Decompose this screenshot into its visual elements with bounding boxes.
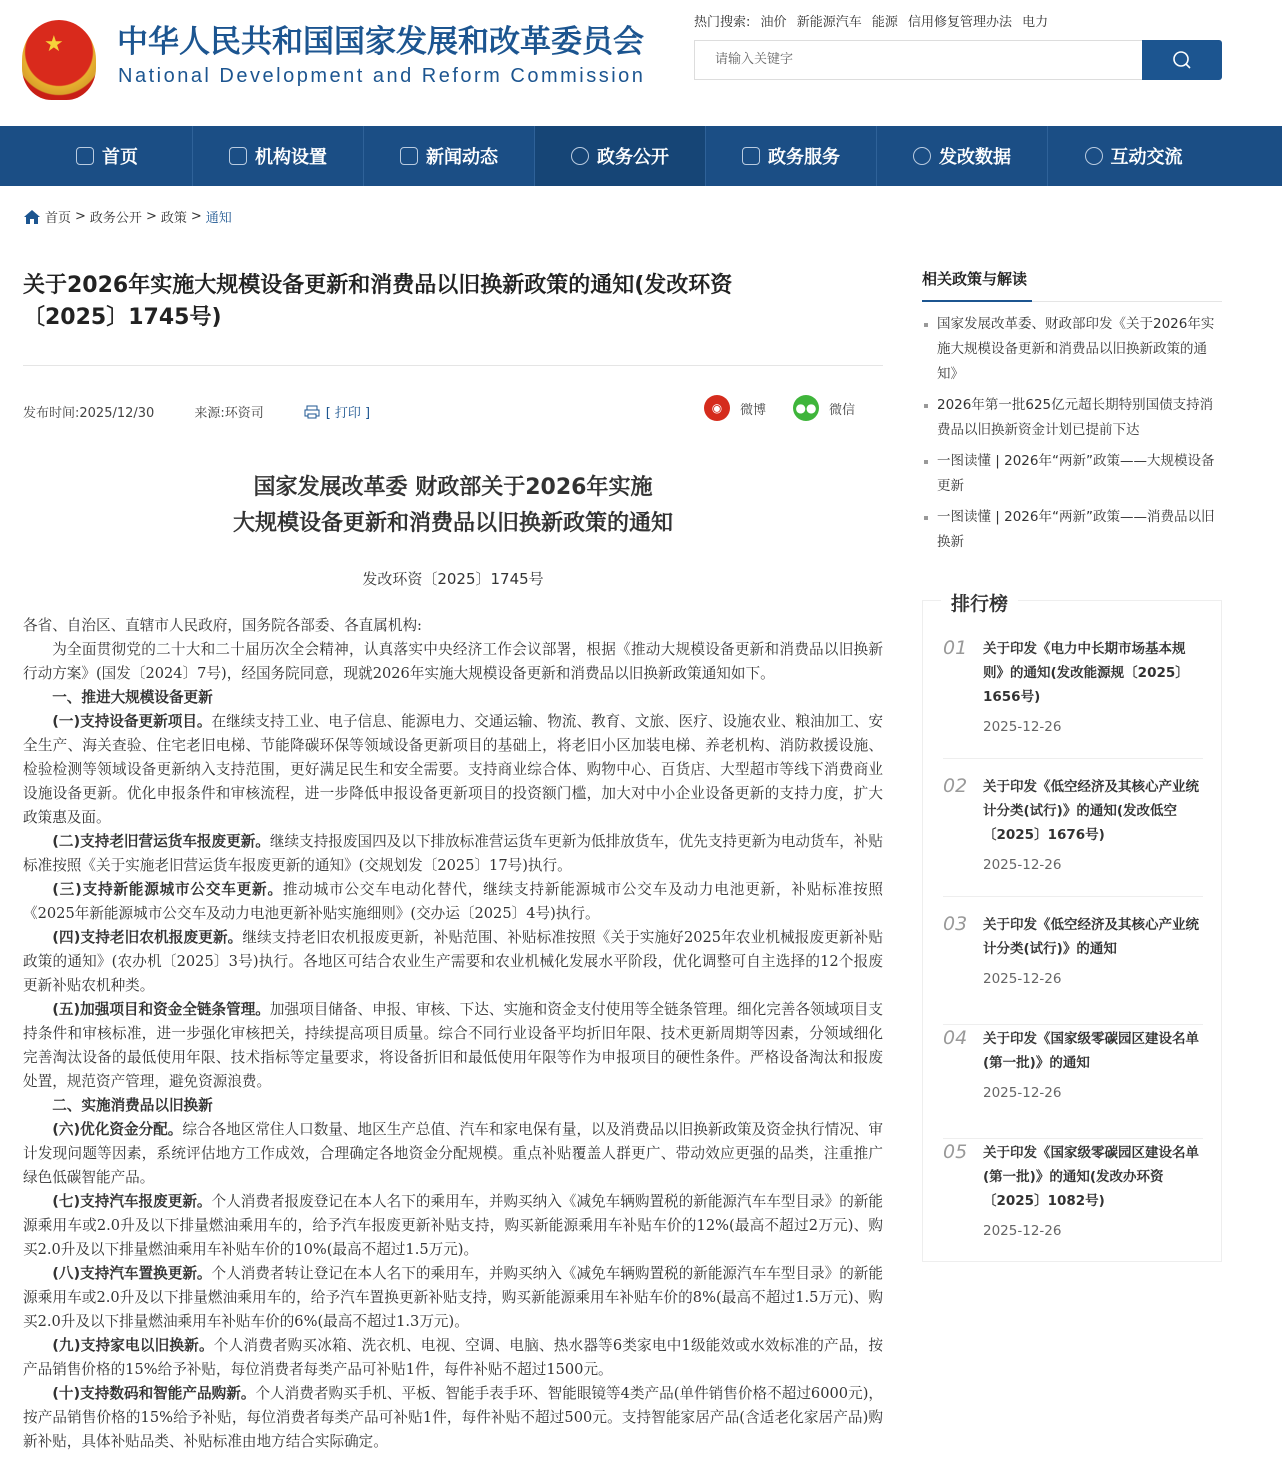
breadcrumb-home[interactable]: 首页 bbox=[45, 211, 72, 226]
paragraph-lead: (十)支持数码和智能产品购新。 bbox=[52, 1385, 256, 1402]
rank-number: 04 bbox=[943, 1027, 968, 1049]
related-link[interactable]: 2026年第一批625亿元超长期特别国债支持消费品以旧换新资金计划已提前下达 bbox=[922, 393, 1222, 443]
document-number: 发改环资〔2025〕1745号 bbox=[362, 570, 544, 588]
rank-title[interactable]: 关于印发《低空经济及其核心产业统计分类(试行)》的通知(发改低空〔2025〕1676号) bbox=[983, 779, 1199, 843]
rank-date: 2025-12-26 bbox=[983, 971, 1062, 987]
nav-label: 政务服务 bbox=[768, 147, 840, 168]
weibo-label: 微博 bbox=[740, 402, 767, 418]
paragraph-lead: (七)支持汽车报废更新。 bbox=[52, 1193, 212, 1210]
paragraph-lead: (八)支持汽车置换更新。 bbox=[52, 1265, 212, 1282]
separator: > bbox=[75, 209, 86, 224]
paragraph-text: 各省、自治区、直辖市人民政府，国务院各部委、各直属机构: bbox=[23, 617, 422, 634]
share-weibo[interactable] bbox=[704, 395, 766, 421]
paragraph-text: 继续支持报废国四及以下排放标准营运货车更新为低排放货车，优先支持更新为电动货车，补贴标准按照《关于实施老旧营运货车报废更新的通知》(交规划发〔2025〕17号)执行。 bbox=[23, 833, 883, 874]
section-heading bbox=[23, 1094, 883, 1118]
hot-term[interactable]: 信用修复管理办法 bbox=[908, 15, 1013, 30]
related-policies bbox=[922, 268, 1222, 561]
paragraph bbox=[23, 998, 883, 1094]
paragraph-text: 继续支持老旧农机报废更新，补贴范围、补贴标准按照《关于实施好2025年农业机械报废更新补贴政策的通知》(农办机〔2025〕3号)执行。各地区可结合农业生产需要和农业机械化发展水平阶段，优化调整可自主选择的12个报废更新补贴农机种类。 bbox=[23, 929, 883, 994]
nav-label: 发改数据 bbox=[939, 147, 1011, 168]
breadcrumb bbox=[23, 207, 232, 226]
national-emblem-logo[interactable]: ★ bbox=[22, 20, 96, 100]
nav-home[interactable] bbox=[22, 126, 193, 186]
search-input[interactable]: 请输入关键字 bbox=[694, 40, 1142, 80]
rank-date: 2025-12-26 bbox=[983, 719, 1062, 735]
main-nav bbox=[0, 126, 1282, 186]
paragraph bbox=[23, 1382, 883, 1454]
rank-number: 03 bbox=[943, 913, 968, 935]
paragraph-text: 个人消费者购买冰箱、洗衣机、电视、空调、电脑、热水器等6类家电中1级能效或水效标准的产品，按产品销售价格的15%给予补贴，每位消费者每类产品可补贴1件，每件补贴不超过1500元。 bbox=[23, 1337, 883, 1378]
ranking-item[interactable] bbox=[943, 1141, 1203, 1253]
pie-chart-icon bbox=[913, 147, 931, 165]
rank-date: 2025-12-26 bbox=[983, 1223, 1062, 1239]
paragraph-text: 加强项目储备、申报、审核、下达、实施和资金支付使用等全链条管理。细化完善各领域项目支持条件和审核标准，进一步强化审核把关，持续提高项目质量。综合不同行业设备平均折旧年限、技术更新周期等因素，分领域细化完善淘汰设备的最低使用年限、技术指标等定量要求，将设备折旧和最低使用年限等作为申报项目的硬性条件。严格设备淘汰和报废处置，规范资产管理，避免资源浪费。 bbox=[23, 1001, 883, 1090]
document-title bbox=[23, 470, 883, 542]
hot-term[interactable]: 能源 bbox=[871, 15, 898, 30]
nav-label: 互动交流 bbox=[1110, 147, 1183, 168]
rank-number: 05 bbox=[943, 1141, 968, 1163]
paragraph-text: 在继续支持工业、电子信息、能源电力、交通运输、物流、教育、文旅、医疗、设施农业、粮油加工、安全生产、海关查验、住宅老旧电梯、节能降碳环保等领域设备更新项目的基础上，将老旧小区加装电梯、养老机构、消防救援设施、检验检测等领域设备更新纳入支持范围，更好满足民生和安全需要。支持商业综合体、购物中心、百货店、大型超市等线下消费商业设施设备更新。优化申报条件和审核流程，进一步降低申报设备更新项目的投资额门槛，加大对中小企业设备更新的支持力度，扩大政策惠及面。 bbox=[23, 713, 883, 826]
service-icon bbox=[742, 147, 760, 165]
paragraph bbox=[23, 1262, 883, 1334]
rank-title[interactable]: 关于印发《国家级零碳园区建设名单(第一批)》的通知 bbox=[983, 1031, 1199, 1071]
paragraph-lead: (九)支持家电以旧换新。 bbox=[52, 1337, 214, 1354]
nav-institution[interactable] bbox=[193, 126, 364, 186]
related-link[interactable]: 国家发展改革委、财政部印发《关于2026年实施大规模设备更新和消费品以旧换新政策的通知》 bbox=[922, 312, 1222, 387]
nav-label: 机构设置 bbox=[255, 147, 327, 168]
nav-label: 新闻动态 bbox=[426, 147, 498, 168]
paragraph-text: 一、推进大规模设备更新 bbox=[52, 689, 213, 706]
related-title: 相关政策与解读 bbox=[922, 268, 1222, 302]
rank-date: 2025-12-26 bbox=[983, 1085, 1062, 1101]
printer-icon bbox=[304, 405, 320, 419]
breadcrumb-policy[interactable]: 政策 bbox=[160, 211, 187, 226]
ranking-item[interactable] bbox=[943, 913, 1203, 1025]
site-name-en[interactable]: National Development and Reform Commission bbox=[118, 65, 646, 87]
ranking-item[interactable] bbox=[943, 637, 1203, 759]
divider bbox=[23, 365, 883, 366]
paragraph-lead: (四)支持老旧农机报废更新。 bbox=[52, 929, 243, 946]
nav-interaction[interactable] bbox=[1048, 126, 1219, 186]
site-header bbox=[0, 0, 1282, 126]
hot-search-label: 热门搜索: bbox=[694, 15, 751, 30]
rank-number: 02 bbox=[943, 775, 968, 797]
home-icon bbox=[76, 147, 94, 165]
search-icon bbox=[1172, 50, 1192, 70]
publish-date: 发布时间:2025/12/30 bbox=[23, 406, 155, 421]
hot-term[interactable]: 新能源汽车 bbox=[796, 15, 862, 30]
paragraph-lead: (一)支持设备更新项目。 bbox=[52, 713, 212, 730]
chat-icon bbox=[1085, 147, 1103, 165]
paragraph-lead: (六)优化资金分配。 bbox=[52, 1121, 183, 1138]
paragraph-text: 为全面贯彻党的二十大和二十届历次全会精神，认真落实中央经济工作会议部署，根据《推动大规模设备更新和消费品以旧换新行动方案》(国发〔2024〕7号)，经国务院同意，现就2026年实施大规模设备更新和消费品以旧换新政策通知如下。 bbox=[23, 641, 883, 682]
share-wechat[interactable] bbox=[793, 395, 855, 421]
paragraph-text: 个人消费者报废登记在本人名下的乘用车，并购买纳入《减免车辆购置税的新能源汽车车型目录》的新能源乘用车或2.0升及以下排量燃油乘用车的，给予汽车报废更新补贴支持，购买新能源乘用车补贴车价的12%(最高不超过2万元)、购买2.0升及以下排量燃油乘用车补贴车价的10%(最高不超过1.5万元)。 bbox=[23, 1193, 883, 1258]
rank-title[interactable]: 关于印发《低空经济及其核心产业统计分类(试行)》的通知 bbox=[983, 917, 1199, 957]
article-meta bbox=[23, 402, 370, 421]
paragraph-text: 综合各地区常住人口数量、地区生产总值、汽车和家电保有量，以及消费品以旧换新政策及资金执行情况、审计发现问题等因素，系统评估地方工作成效，合理确定各地资金分配规模。重点补贴覆盖人群更广、带动效应更强的品类，注重推广绿色低碳智能产品。 bbox=[23, 1121, 884, 1186]
paragraph bbox=[23, 614, 883, 638]
institution-icon bbox=[229, 147, 247, 165]
ranking-item[interactable] bbox=[943, 775, 1203, 897]
doc-title-line: 国家发展改革委 财政部关于2026年实施 bbox=[253, 475, 653, 500]
ranking-panel bbox=[922, 593, 1222, 1262]
nav-label: 首页 bbox=[102, 147, 138, 168]
separator: > bbox=[190, 209, 202, 224]
paragraph bbox=[23, 1190, 883, 1262]
broadcast-icon bbox=[571, 147, 589, 165]
site-name-cn[interactable]: 中华人民共和国国家发展和改革委员会 bbox=[117, 24, 644, 60]
rank-title[interactable]: 关于印发《电力中长期市场基本规则》的通知(发改能源规〔2025〕1656号) bbox=[983, 641, 1189, 705]
hot-search bbox=[694, 14, 1054, 32]
ranking-item[interactable] bbox=[943, 1027, 1203, 1139]
nav-label: 政务公开 bbox=[597, 147, 669, 168]
paragraph bbox=[23, 926, 883, 998]
news-icon bbox=[400, 147, 418, 165]
breadcrumb-gov[interactable]: 政务公开 bbox=[89, 211, 142, 226]
rank-title[interactable]: 关于印发《国家级零碳园区建设名单(第一批)》的通知(发改办环资〔2025〕1082号) bbox=[983, 1145, 1199, 1209]
paragraph bbox=[23, 830, 883, 878]
article-body bbox=[23, 614, 883, 1454]
search-button[interactable] bbox=[1142, 40, 1222, 80]
paragraph-lead: (五)加强项目和资金全链条管理。 bbox=[52, 1001, 270, 1018]
related-link[interactable]: 一图读懂 | 2026年“两新”政策——消费品以旧换新 bbox=[922, 505, 1222, 555]
paragraph-lead: (二)支持老旧营运货车报废更新。 bbox=[52, 833, 270, 850]
related-link[interactable]: 一图读懂 | 2026年“两新”政策——大规模设备更新 bbox=[922, 449, 1222, 499]
hot-term[interactable]: 电力 bbox=[1022, 15, 1049, 30]
rank-date: 2025-12-26 bbox=[983, 857, 1062, 873]
print-button[interactable] bbox=[304, 402, 370, 421]
breadcrumb-current[interactable]: 通知 bbox=[205, 211, 232, 226]
weibo-icon: ◉ bbox=[704, 395, 730, 421]
wechat-label: 微信 bbox=[829, 402, 856, 418]
ranking-title: 排行榜 bbox=[941, 589, 1018, 616]
paragraph-text: 二、实施消费品以旧换新 bbox=[52, 1097, 213, 1114]
article-title: 关于2026年实施大规模设备更新和消费品以旧换新政策的通知(发改环资〔2025〕1745号) bbox=[23, 273, 733, 330]
print-label: [ 打印 ] bbox=[325, 406, 371, 421]
paragraph-text: 推动城市公交车电动化替代，继续支持新能源城市公交车及动力电池更新，补贴标准按照《2025年新能源城市公交车及动力电池更新补贴实施细则》(交办运〔2025〕4号)执行。 bbox=[23, 881, 883, 922]
home-icon bbox=[23, 209, 41, 225]
paragraph bbox=[23, 638, 883, 686]
hot-term[interactable]: 油价 bbox=[760, 15, 787, 30]
paragraph bbox=[23, 1118, 883, 1190]
section-heading bbox=[23, 686, 883, 710]
paragraph bbox=[23, 710, 883, 830]
nav-data[interactable] bbox=[877, 126, 1048, 186]
paragraph bbox=[23, 878, 883, 926]
nav-services[interactable] bbox=[706, 126, 877, 186]
rank-number: 01 bbox=[943, 637, 968, 659]
doc-title-line: 大规模设备更新和消费品以旧换新政策的通知 bbox=[232, 511, 673, 536]
nav-government-affairs[interactable] bbox=[535, 126, 706, 186]
wechat-icon: ●● bbox=[793, 395, 819, 421]
separator: > bbox=[145, 209, 157, 224]
source: 来源:环资司 bbox=[194, 406, 264, 421]
paragraph-text: 个人消费者转让登记在本人名下的乘用车，并购买纳入《减免车辆购置税的新能源汽车车型目录》的新能源乘用车或2.0升及以下排量燃油乘用车的，给予汽车置换更新补贴支持，购买新能源乘用车补贴车价的8%(最高不超过1.5万元)、购买2.0升及以下排量燃油乘用车补贴车价的6%(最高不超过1.3万元)。 bbox=[23, 1265, 883, 1330]
paragraph bbox=[23, 1334, 883, 1382]
paragraph-text: 个人消费者购买手机、平板、智能手表手环、智能眼镜等4类产品(单件销售价格不超过6000元)，按产品销售价格的15%给予补贴，每位消费者每类产品可补贴1件，每件补贴不超过500元。支持智能家居产品(含适老化家居产品)购新补贴，具体补贴品类、补贴标准由地方结合实际确定。 bbox=[23, 1385, 883, 1450]
nav-news[interactable] bbox=[364, 126, 535, 186]
paragraph-lead: (三)支持新能源城市公交车更新。 bbox=[52, 881, 283, 898]
